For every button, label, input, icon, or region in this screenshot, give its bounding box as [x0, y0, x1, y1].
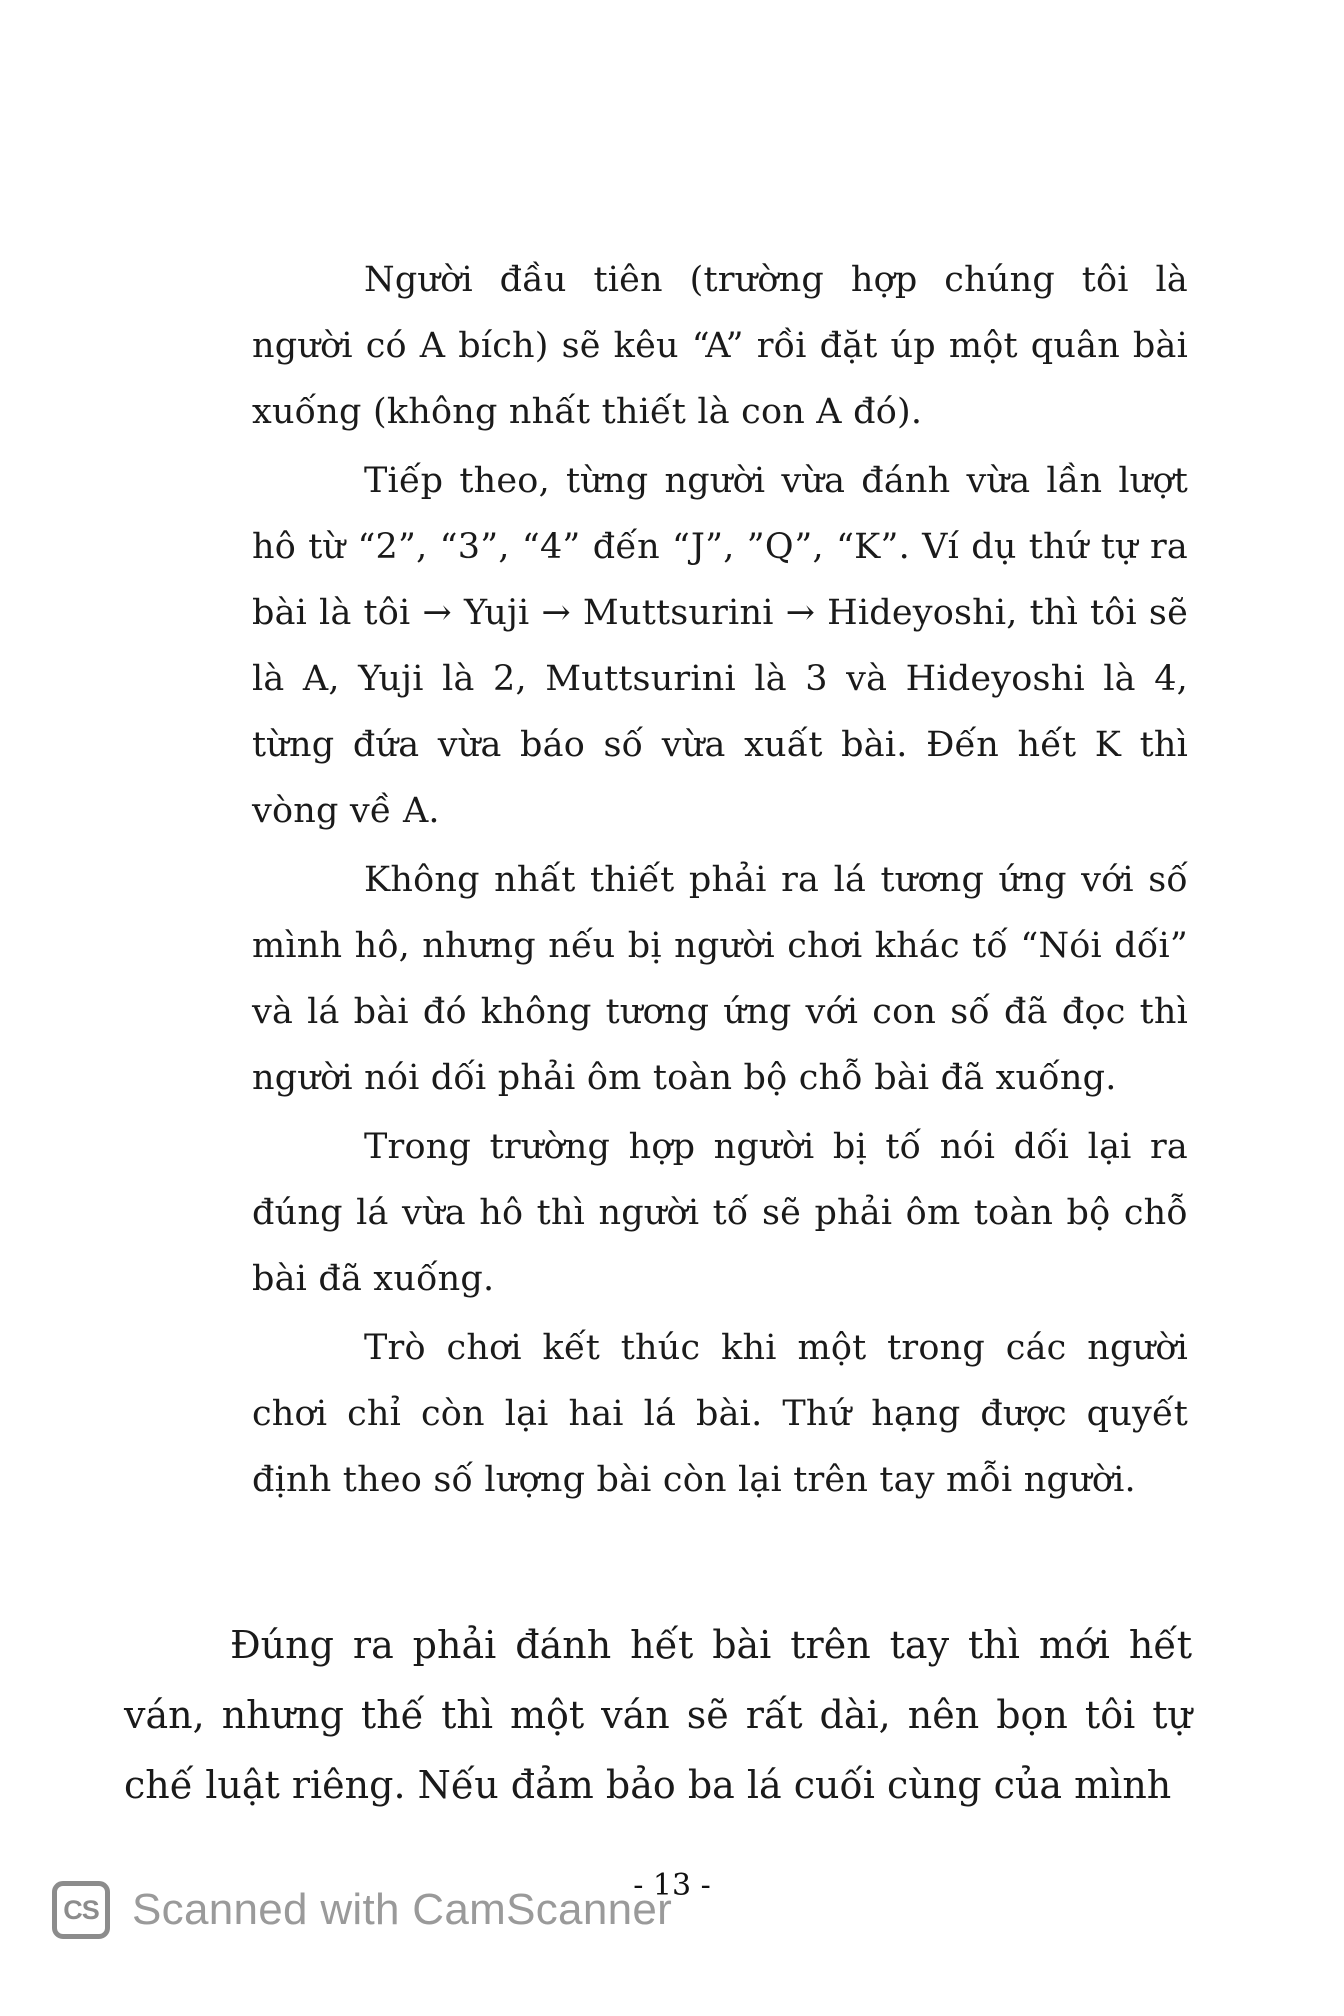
rules-paragraph-2: Tiếp theo, từng người vừa đánh vừa lần lượt hô từ “2”, “3”, “4” đến “J”, ”Q”, “K”. Ví dụ thứ tự ra bài là tôi → Yuji → Muttsurini → Hideyoshi, thì tôi sẽ là A, Yuji là 2, Muttsurini là 3 và Hideyoshi là 4, từng đứa vừa báo số vừa xuất bài. Đến hết K thì vòng về A.: [252, 461, 1188, 831]
watermark-text: Scanned with CamScanner: [132, 1885, 673, 1934]
rules-paragraph-1: Người đầu tiên (trường hợp chúng tôi là người có A bích) sẽ kêu “A” rồi đặt úp một quân bài xuống (không nhất thiết là con A đó).: [252, 260, 1188, 432]
body-text-block: [124, 1610, 1192, 1820]
camscanner-watermark: [52, 1880, 672, 1940]
camscanner-logo-icon: CS: [52, 1881, 110, 1939]
rules-paragraph-3: Không nhất thiết phải ra lá tương ứng với số mình hô, nhưng nếu bị người chơi khác tố “Nói dối” và lá bài đó không tương ứng với con số đã đọc thì người nói dối phải ôm toàn bộ chỗ bài đã xuống.: [252, 860, 1188, 1098]
body-paragraph: Đúng ra phải đánh hết bài trên tay thì mới hết ván, nhưng thế thì một ván sẽ rất dài, nên bọn tôi tự chế luật riêng. Nếu đảm bảo ba lá cuối cùng của mình: [124, 1623, 1192, 1807]
page-number: - 13 -: [633, 1868, 711, 1903]
rules-paragraph-5: Trò chơi kết thúc khi một trong các người chơi chỉ còn lại hai lá bài. Thứ hạng được quyết định theo số lượng bài còn lại trên tay mỗi người.: [252, 1328, 1188, 1500]
rules-block: [252, 247, 1188, 1516]
rules-paragraph-4: Trong trường hợp người bị tố nói dối lại ra đúng lá vừa hô thì người tố sẽ phải ôm toàn bộ chỗ bài đã xuống.: [252, 1127, 1188, 1299]
